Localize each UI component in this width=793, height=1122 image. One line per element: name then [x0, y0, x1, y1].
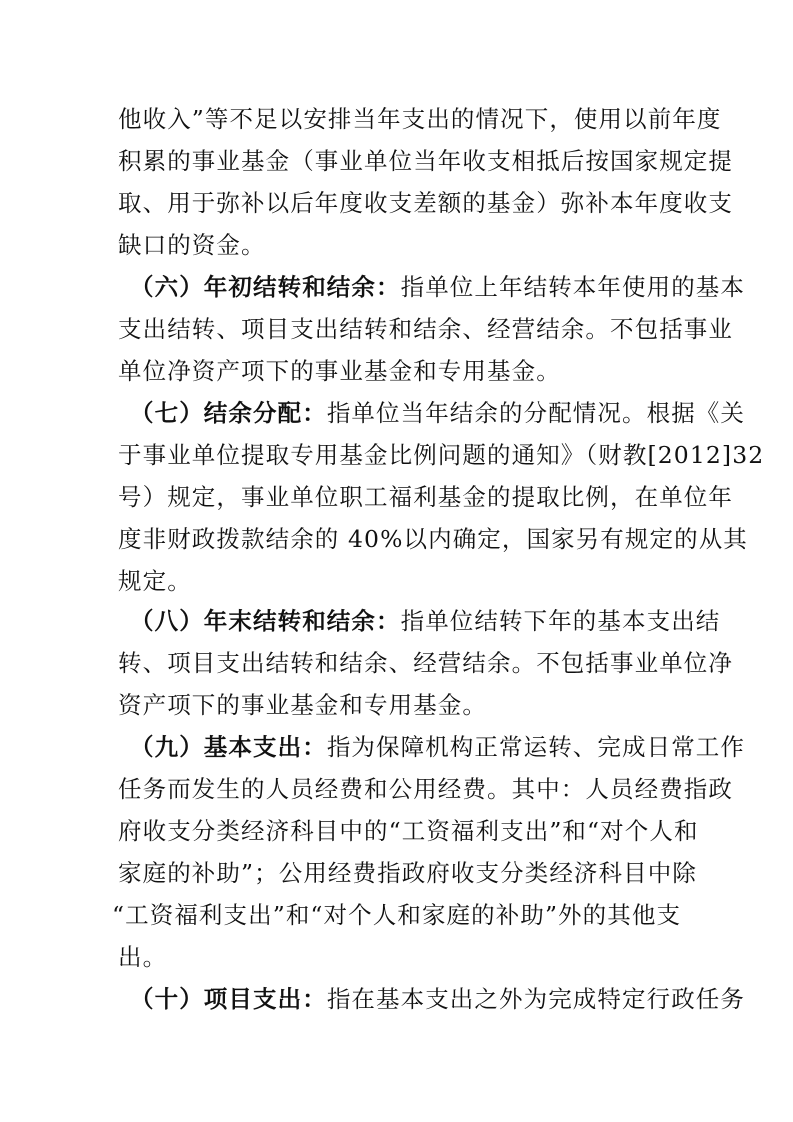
- term-heading: （六）年初结转和结余：: [130, 273, 401, 301]
- text-line: 支出结转、项目支出结转和结余、经营结余。不包括事业: [118, 315, 733, 343]
- text-line: 家庭的补助”；公用经费指政府收支分类经济科目中除: [118, 859, 697, 887]
- text-span: 指单位当年结余的分配情况。根据《关: [326, 399, 746, 427]
- text-line: 转、项目支出结转和结余、经营结余。不包括事业单位净: [118, 649, 733, 677]
- text-span: 指单位上年结转本年使用的基本: [400, 273, 746, 301]
- text-span: 指在基本支出之外为完成特定行政任务: [326, 985, 746, 1013]
- text-line: 取、用于弥补以后年度收支差额的基金）弥补本年度收支: [118, 189, 733, 217]
- text-line: 积累的事业基金（事业单位当年收支相抵后按国家规定提: [118, 147, 733, 175]
- term-heading: （七）结余分配：: [130, 399, 327, 427]
- text-line: 他收入”等不足以安排当年支出的情况下，使用以前年度: [118, 105, 722, 133]
- text-line: 度非财政拨款结余的 40%以内确定，国家另有规定的从其: [118, 525, 748, 553]
- text-line: 资产项下的事业基金和专用基金。: [118, 691, 487, 719]
- term-heading: （十）项目支出：: [130, 985, 327, 1013]
- text-line: 缺口的资金。: [118, 231, 266, 259]
- text-span: 指单位结转下年的基本支出结: [400, 607, 721, 635]
- text-line: [130, 606, 720, 636]
- text-line: [130, 398, 745, 428]
- text-line: 号）规定，事业单位职工福利基金的提取比例，在单位年: [118, 483, 733, 511]
- text-line: [130, 984, 745, 1014]
- term-heading: （九）基本支出：: [130, 733, 327, 761]
- text-line: “工资福利支出”和“对个人和家庭的补助”外的其他支: [112, 901, 682, 929]
- text-line: [130, 272, 745, 302]
- text-line: 府收支分类经济科目中的“工资福利支出”和“对个人和: [118, 817, 699, 845]
- text-line: 于事业单位提取专用基金比例问题的通知》（财教[2012]32: [118, 441, 765, 469]
- text-line: 出。: [118, 943, 168, 971]
- term-heading: （八）年末结转和结余：: [130, 607, 401, 635]
- text-line: [130, 732, 745, 762]
- text-line: 单位净资产项下的事业基金和专用基金。: [118, 357, 561, 385]
- text-span: 指为保障机构正常运转、完成日常工作: [326, 733, 746, 761]
- text-line: 规定。: [118, 567, 192, 595]
- text-line: 任务而发生的人员经费和公用经费。其中：人员经费指政: [118, 775, 733, 803]
